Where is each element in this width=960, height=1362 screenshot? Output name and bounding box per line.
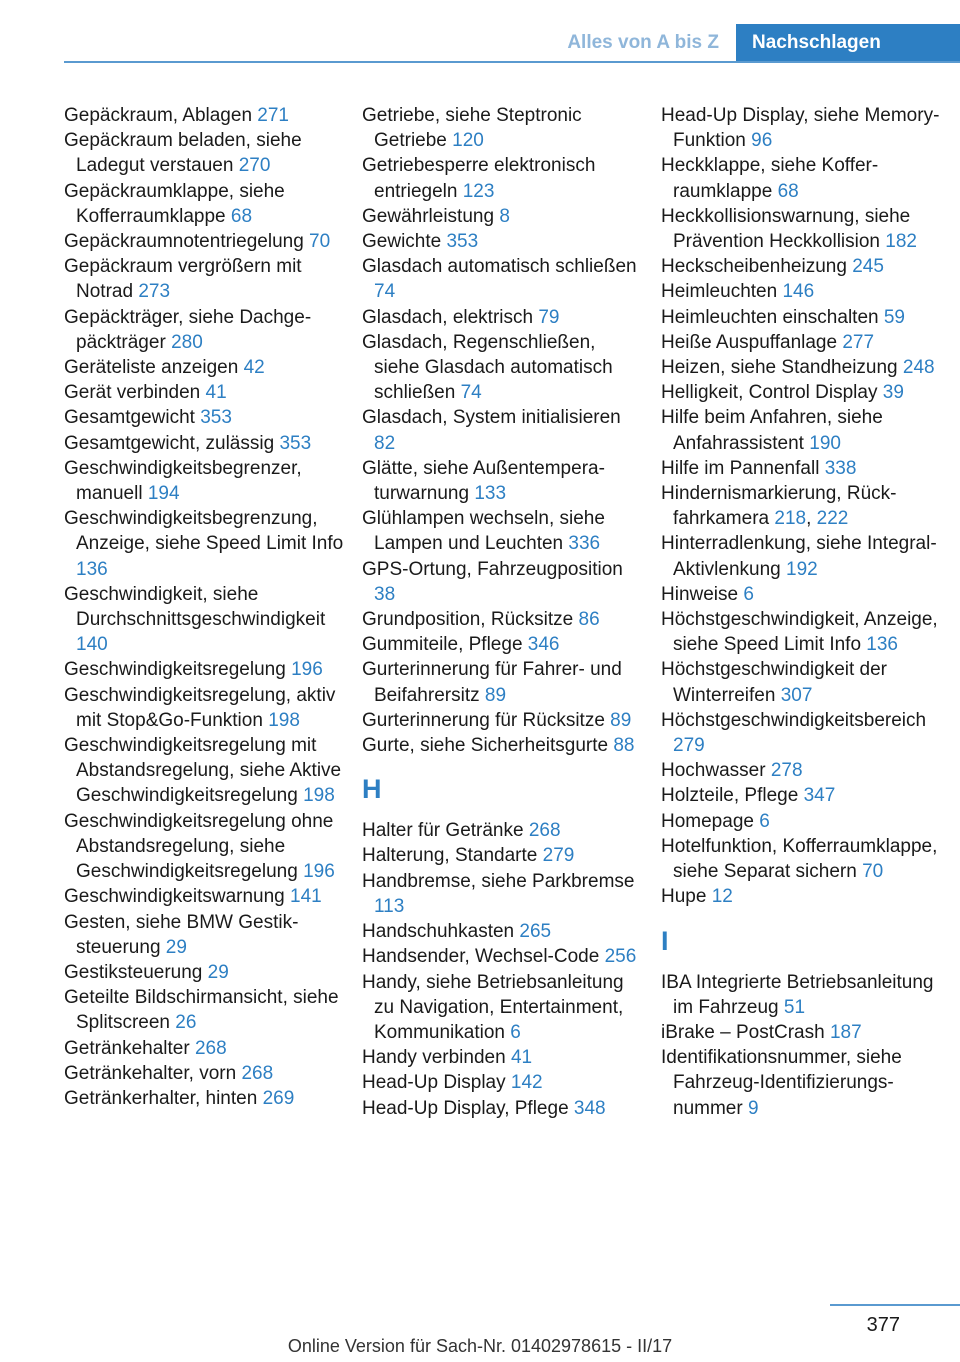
page-reference-link[interactable]: 39	[882, 382, 904, 404]
index-entry-text: Gepäckraum beladen, siehe Ladegut verstauen	[64, 130, 302, 177]
index-entry-text: Hindernismarkierung, Rückfahrkamera	[661, 483, 897, 530]
index-entry	[64, 506, 344, 582]
index-entry-text: Gepäckraumnotentriegelung	[64, 231, 304, 253]
index-entry	[64, 128, 344, 178]
index-entry-text: Grundposition, Rücksitze	[362, 609, 574, 631]
index-entry-text: Getränkehalter, vorn	[64, 1062, 237, 1084]
index-entry-text: Handschuhkasten	[362, 921, 515, 943]
page-reference-link[interactable]: 140	[76, 634, 108, 656]
index-entry-text: Geschwindigkeitsbegrenzung, Anzeige, siehe Speed Limit Info	[64, 508, 344, 555]
page-reference-link[interactable]: 141	[290, 886, 322, 908]
index-entry-text: Handsender, Wechsel-Code	[362, 946, 600, 968]
page-reference-link[interactable]: 41	[510, 1047, 533, 1069]
index-entry-text: Glühlampen wechseln, siehe Lampen und Leuchten	[362, 508, 605, 555]
index-entry-text: Geschwindigkeitswarnung	[64, 886, 285, 908]
index-entry	[661, 758, 941, 783]
index-entry	[362, 254, 642, 304]
page-reference-link[interactable]: 6	[759, 810, 770, 832]
index-entry-text: Hilfe beim Anfahren, siehe Anfahrassistent	[661, 407, 883, 454]
page-reference-link[interactable]: 265	[519, 921, 552, 943]
page-reference-link[interactable]: 268	[241, 1062, 274, 1084]
index-entry-text: Hochwasser	[661, 760, 766, 782]
index-entry-text: Heckkollisionswarnung, siehe Prävention Heckkollision	[661, 205, 911, 253]
page-reference-link[interactable]: 353	[279, 432, 312, 454]
index-entry	[362, 405, 642, 455]
page-reference-link[interactable]: 12	[711, 886, 733, 908]
index-entry-text: Gurterinnerung für Rücksitze	[362, 709, 605, 731]
page-reference-link[interactable]: 187	[829, 1021, 862, 1043]
page-reference-link[interactable]: 89	[610, 709, 632, 731]
footer-rule	[830, 1304, 960, 1306]
index-entry	[64, 355, 344, 380]
page-reference-link[interactable]: 270	[238, 155, 271, 177]
index-entry-text: Head-Up Display, Pflege	[362, 1097, 569, 1119]
page-reference-link[interactable]: 336	[568, 533, 601, 555]
index-entry-text: Gepäckraumklappe, siehe Kofferraumklappe	[64, 180, 285, 227]
index-entry	[362, 843, 642, 868]
page-reference-link[interactable]: 86	[578, 609, 600, 631]
index-entry-text: Gesamtgewicht, zulässig	[64, 432, 275, 454]
index-letter-heading: H	[362, 774, 382, 805]
index-entry-text: Hupe	[661, 886, 707, 908]
page-reference-link[interactable]: 196	[303, 861, 335, 883]
page-reference-link[interactable]: 278	[770, 760, 803, 782]
index-entry-text: Heimleuchten einschalten	[661, 306, 879, 328]
page-reference-link[interactable]: 269	[262, 1087, 295, 1109]
index-entry	[362, 153, 642, 203]
index-entry	[661, 970, 941, 1020]
page-reference-link[interactable]: 279	[673, 735, 705, 757]
index-entry-text: Gewährleistung	[362, 205, 495, 227]
index-entry	[362, 919, 642, 944]
index-entry	[661, 405, 941, 455]
page-reference-link[interactable]: 245	[852, 256, 884, 278]
index-entry-text: Glasdach, Regenschließen, siehe Glasdach automatisch schließen	[362, 331, 613, 404]
index-entry	[64, 431, 344, 456]
index-entry	[661, 834, 941, 884]
page-reference-link[interactable]: 89	[484, 684, 507, 706]
index-entry-text: Hotelfunktion, Kofferraumklappe, siehe Separat sichern	[661, 835, 938, 883]
page-reference-link[interactable]: 268	[194, 1037, 227, 1059]
index-entry	[64, 380, 344, 405]
page-reference-link[interactable]: 136	[866, 634, 898, 656]
index-entry-text: Geschwindigkeitsregelung ohne Abstandsregelung, siehe Geschwindigkeitsregelung	[64, 810, 334, 883]
page-reference-link[interactable]: 82	[374, 432, 396, 454]
index-entry-text: Handy verbinden	[362, 1047, 506, 1069]
page-reference-link[interactable]: 346	[527, 634, 560, 656]
index-entry-text: Handbremse, siehe Parkbremse	[362, 870, 635, 892]
page-reference-link[interactable]: 198	[303, 785, 335, 807]
page-reference-link[interactable]: 268	[528, 820, 561, 842]
index-entry	[64, 809, 344, 885]
page-reference-link[interactable]: 146	[782, 281, 815, 303]
page-reference-link[interactable]: 74	[460, 382, 482, 404]
index-entry	[661, 1045, 941, 1121]
index-entry	[661, 305, 941, 330]
index-entry	[64, 405, 344, 430]
index-entry	[661, 884, 941, 909]
page-reference-link[interactable]: 70	[862, 861, 884, 883]
index-entry	[661, 1020, 941, 1045]
index-entry-text: Head-Up Display	[362, 1072, 506, 1094]
index-entry	[661, 809, 941, 834]
index-entry-text: Glätte, siehe Außentemperaturwarnung	[362, 457, 605, 505]
index-entry-text: IBA Integrierte Betriebsanleitung im Fahrzeug	[661, 971, 934, 1018]
index-entry-text: Heizen, siehe Standheizung	[661, 357, 898, 379]
page-reference-link[interactable]: 277	[842, 331, 875, 353]
footer-note: Online Version für Sach-Nr. 01402978615 - II/17	[287, 1336, 673, 1356]
index-entry	[362, 869, 642, 919]
index-entry	[64, 683, 344, 733]
index-entry-text: Head-Up Display, siehe Memory-Funktion	[661, 105, 940, 152]
page-reference-link[interactable]: 96	[751, 130, 773, 152]
page-reference-link[interactable]: 68	[777, 180, 799, 202]
index-entry	[64, 1086, 344, 1111]
page-reference-link[interactable]: 70	[309, 231, 331, 253]
index-entry	[362, 733, 642, 758]
index-entry-text: Gesten, siehe BMW Gestiksteuerung	[64, 911, 299, 958]
index-entry-text: Glasdach, elektrisch	[362, 306, 534, 328]
index-entry	[661, 204, 941, 254]
page-reference-link[interactable]: 6	[510, 1021, 521, 1043]
index-entry	[362, 557, 642, 607]
index-entry	[362, 657, 642, 707]
index-entry	[64, 910, 344, 960]
index-entry	[64, 254, 344, 304]
page-reference-link[interactable]: 182	[885, 231, 917, 253]
index-entry-text: Geschwindigkeitsregelung mit Abstandsregelung, siehe Aktive Geschwindigkeitsregelung	[64, 735, 342, 807]
header-rule	[64, 61, 960, 63]
index-letter-heading: I	[661, 925, 669, 956]
page-reference-link[interactable]: 190	[809, 432, 841, 454]
index-entry	[362, 632, 642, 657]
index-entry-text: Gepäckträger, siehe Dachgepäckträger	[64, 306, 312, 353]
index-entry-text: Getränkehalter	[64, 1037, 190, 1059]
index-entry	[661, 355, 941, 380]
index-entry	[362, 1070, 642, 1095]
page-reference-link[interactable]: 279	[542, 845, 575, 867]
index-entry	[661, 607, 941, 657]
index-entry-text: Gestiksteuerung	[64, 961, 203, 983]
index-entry-text: Gurterinnerung für Fahrer- und Beifahrersitz	[362, 659, 622, 706]
index-entry-text: Geschwindigkeitsbegrenzer, manuell	[64, 457, 302, 505]
index-entry	[661, 254, 941, 279]
page-reference-link[interactable]: 353	[200, 407, 232, 429]
page-reference-link[interactable]: 133	[474, 483, 507, 505]
index-entry	[362, 305, 642, 330]
index-entry	[661, 380, 941, 405]
index-entry	[64, 1036, 344, 1061]
page-reference-link[interactable]: 29	[207, 961, 229, 983]
page-reference-link[interactable]: 218	[774, 508, 807, 530]
header-chapter-tab: Nachschlagen	[736, 24, 960, 62]
index-entry	[362, 944, 642, 969]
index-entry-text: Getriebesperre elektronisch entriegeln	[362, 155, 596, 202]
index-entry	[64, 884, 344, 909]
page-reference-link[interactable]: 142	[510, 1072, 543, 1094]
page-reference-link[interactable]: 256	[604, 946, 637, 968]
page-reference-link[interactable]: 38	[374, 583, 396, 605]
index-entry-text: Heckscheibenheizung	[661, 256, 847, 278]
page-reference-link[interactable]: 353	[446, 231, 479, 253]
page-reference-link[interactable]: 6	[743, 583, 754, 605]
index-entry-text: Geschwindigkeit, siehe Durchschnittsgeschwindigkeit	[64, 583, 326, 631]
index-entry-text: Geschwindigkeitsregelung	[64, 659, 286, 681]
page-reference-link[interactable]: 348	[573, 1097, 606, 1119]
index-entry	[661, 582, 941, 607]
page-reference-link[interactable]: 123	[462, 180, 495, 202]
index-entry-text: Homepage	[661, 810, 754, 832]
index-entry-text: Gummiteile, Pflege	[362, 634, 523, 656]
index-column-1	[64, 103, 344, 1111]
page-reference-link[interactable]: 26	[175, 1012, 197, 1034]
index-column-3	[661, 103, 941, 1121]
page-reference-link[interactable]: 196	[291, 659, 323, 681]
index-entry	[64, 229, 344, 254]
index-entry-text: Geräteliste anzeigen	[64, 357, 239, 379]
page-reference-link[interactable]: 113	[374, 895, 405, 917]
index-entry	[362, 204, 642, 229]
page-reference-link[interactable]: 9	[747, 1097, 759, 1119]
index-entry	[64, 179, 344, 229]
page-reference-link[interactable]: 88	[613, 735, 635, 757]
index-column-2	[362, 103, 642, 1121]
index-entry-text: Heckklappe, siehe Kofferraumklappe	[661, 155, 879, 202]
page-reference-link[interactable]: 41	[205, 382, 227, 404]
page-reference-link[interactable]: 280	[171, 331, 203, 353]
page-reference-link[interactable]: 120	[452, 130, 484, 152]
index-entry	[64, 305, 344, 355]
index-entry-text: Getriebe, siehe Steptronic Getriebe	[362, 105, 582, 152]
page-reference-link[interactable]: 8	[499, 205, 510, 227]
page-reference-link[interactable]: 42	[243, 357, 265, 379]
page-reference-link[interactable]: 307	[780, 684, 813, 706]
page-reference-link[interactable]: 51	[783, 996, 806, 1018]
index-entry-text: Gesamtgewicht	[64, 407, 195, 429]
index-entry-text: iBrake – PostCrash	[661, 1021, 825, 1043]
header-section-title: Alles von A bis Z	[567, 32, 719, 53]
index-entry	[362, 506, 642, 556]
page-reference-link[interactable]: 29	[165, 936, 187, 958]
index-entry-text: GPS-Ortung, Fahrzeugposition	[362, 558, 623, 580]
index-entry	[661, 708, 941, 758]
index-entry	[64, 103, 344, 128]
index-entry	[362, 229, 642, 254]
index-entry	[362, 330, 642, 406]
index-entry	[64, 985, 344, 1035]
page-reference-link[interactable]: 222	[816, 508, 849, 530]
page-reference-link[interactable]: 273	[138, 281, 171, 303]
index-entry	[362, 103, 642, 153]
index-entry-text: Hinweise	[661, 583, 739, 605]
index-entry: Hindernismarkierung, Rückfahrkamera 218, 222	[661, 483, 897, 530]
index-entry-text: Höchstgeschwindigkeitsbereich	[661, 709, 927, 731]
page-reference-link[interactable]: 248	[902, 357, 935, 379]
index-entry	[661, 103, 941, 153]
index-entry-text: Geteilte Bildschirmansicht, siehe Splitscreen	[64, 987, 339, 1034]
index-entry-text: Helligkeit, Control Display	[661, 382, 878, 404]
index-entry-text: Gewichte	[362, 231, 442, 253]
index-entry	[362, 818, 642, 843]
page-reference-link[interactable]: 59	[883, 306, 905, 328]
index-entry	[362, 970, 642, 1046]
page-reference-link[interactable]: 347	[803, 785, 836, 807]
index-entry-text: Glasdach, System initialisieren	[362, 407, 621, 429]
index-entry	[64, 960, 344, 985]
index-entry-text: Höchstgeschwindigkeit der Winterreifen	[661, 659, 888, 706]
index-entry-text: Getränkerhalter, hinten	[64, 1087, 258, 1109]
index-entry	[661, 657, 941, 707]
index-entry-text: Identifikationsnummer, siehe Fahrzeug-Identifizierungsnummer	[661, 1047, 902, 1119]
index-entry-text: Gerät verbinden	[64, 382, 201, 404]
index-entry-text: Holzteile, Pflege	[661, 785, 799, 807]
page-reference-link[interactable]: 192	[786, 558, 818, 580]
index-entry	[661, 531, 941, 581]
page-reference-link[interactable]: 74	[374, 281, 396, 303]
index-entry-text: Heimleuchten	[661, 281, 778, 303]
index-entry	[362, 708, 642, 733]
index-entry	[64, 733, 344, 809]
index-entry-text: Höchstgeschwindigkeit, Anzeige, siehe Speed Limit Info	[661, 609, 938, 656]
page-reference-link[interactable]: 194	[147, 483, 180, 505]
index-entry	[661, 153, 941, 203]
index-entry	[64, 657, 344, 682]
index-entry	[362, 607, 642, 632]
page-number: 377	[866, 1314, 900, 1336]
index-entry-text: Geschwindigkeitsregelung, aktiv mit Stop&Go-Funktion	[64, 684, 336, 731]
index-entry-text: Gurte, siehe Sicherheitsgurte	[362, 735, 609, 757]
page-header	[540, 24, 960, 62]
index-entry	[661, 330, 941, 355]
index-entry	[661, 783, 941, 808]
index-entry-text: Halter für Getränke	[362, 820, 524, 842]
index-entry-text: Handy, siehe Betriebsanleitung zu Navigation, Entertainment, Kommunikation	[362, 971, 624, 1043]
page-reference-link[interactable]: 198	[268, 709, 300, 731]
index-entry-text: Halterung, Standarte	[362, 845, 538, 867]
page-reference-link[interactable]: 68	[230, 205, 253, 227]
page-reference-link[interactable]: 136	[76, 558, 108, 580]
index-entry	[64, 456, 344, 506]
page-reference-link[interactable]: 271	[257, 105, 289, 126]
index-entry	[362, 456, 642, 506]
index-entry	[64, 1061, 344, 1086]
index-entry	[661, 279, 941, 304]
index-entry	[64, 582, 344, 658]
index-entry-text: Heiße Auspuffanlage	[661, 331, 838, 353]
index-entry-text: Gepäckraum, Ablagen	[64, 105, 253, 126]
index-entry-text: Glasdach automatisch schließen	[362, 256, 637, 278]
index-entry	[362, 1045, 642, 1070]
index-entry-text: Gepäckraum vergrößern mit Notrad	[64, 256, 302, 303]
page-reference-link[interactable]: 338	[824, 457, 857, 479]
index-entry	[661, 456, 941, 481]
index-entry	[362, 1096, 642, 1121]
index-entry-text: Hilfe im Pannenfall	[661, 457, 820, 479]
index-entry-text: Hinterradlenkung, siehe Integral-Aktivlenkung	[661, 533, 937, 580]
page-reference-link[interactable]: 79	[538, 306, 560, 328]
